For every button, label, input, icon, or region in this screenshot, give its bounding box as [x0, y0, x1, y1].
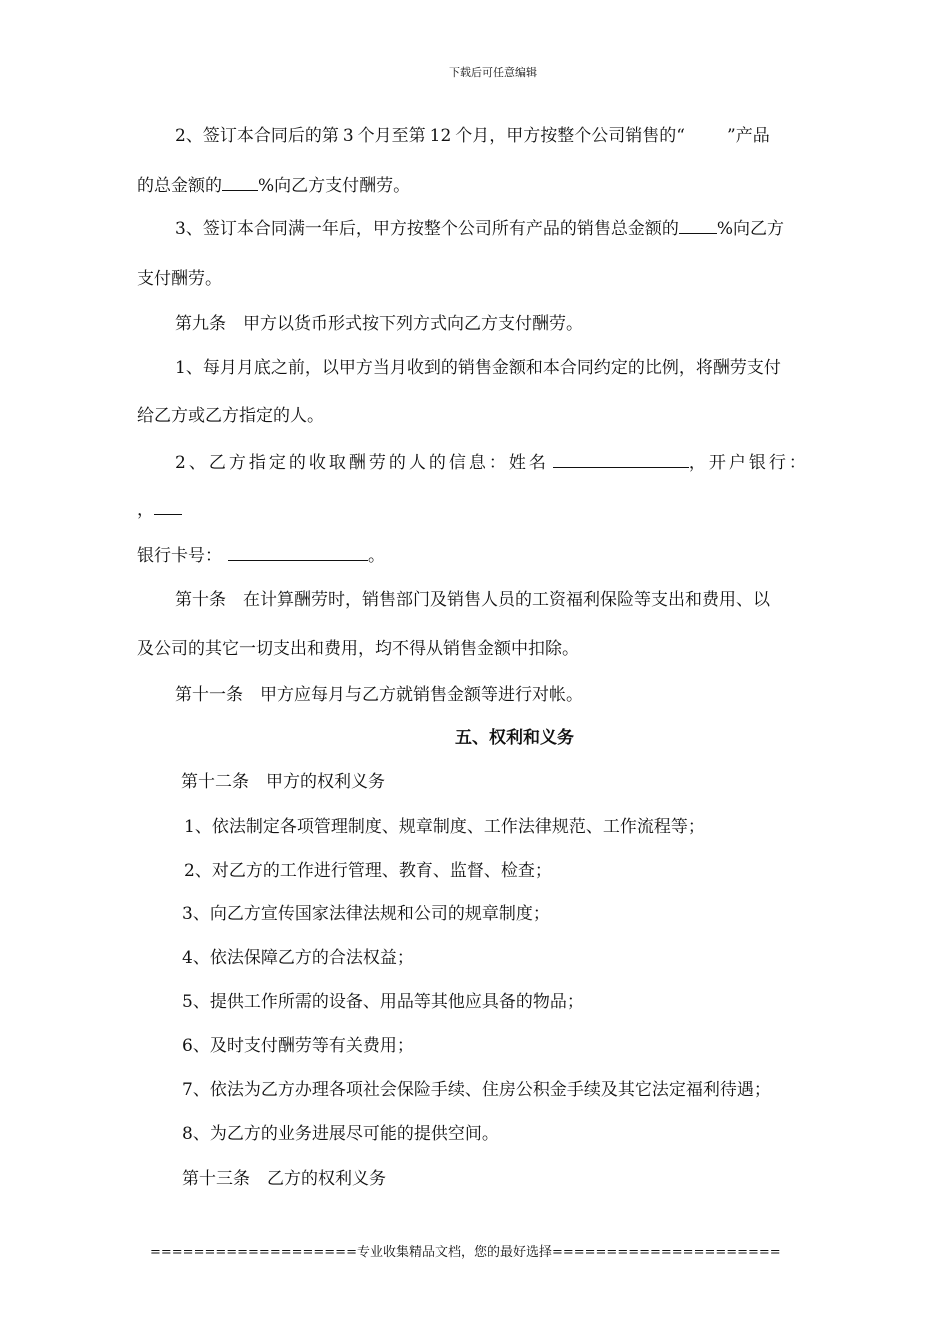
art10-line1: 第十条 在计算酬劳时，销售部门及销售人员的工资福利保险等支出和费用、以 — [175, 590, 770, 610]
art12-item-5: 5、提供工作所需的设备、用品等其他应具备的物品； — [182, 992, 584, 1012]
payee-name-blank — [553, 452, 689, 468]
art12-title: 第十二条 甲方的权利义务 — [181, 772, 385, 792]
percent-blank-1 — [222, 175, 258, 191]
art8-item2-text-d: ”产品 — [727, 126, 770, 146]
art12-item-4: 4、依法保障乙方的合法权益； — [182, 948, 414, 968]
art12-item-1: 1、依法制定各项管理制度、规章制度、工作法律规范、工作流程等； — [184, 817, 705, 837]
art9-item1-line2: 给乙方或乙方指定的人。 — [137, 406, 324, 426]
bank-name-blank — [154, 499, 182, 515]
section5-title: 五、权利和义务 — [455, 728, 574, 748]
art9-item2-text-a: 2、乙方指定的收取酬劳的人的信息：姓名 — [175, 453, 549, 473]
art12-item-6: 6、及时支付酬劳等有关费用； — [182, 1036, 414, 1056]
art8-item3-text-a: 3、签订本合同满一年后，甲方按整个公司所有产品的销售总金额的 — [175, 219, 679, 239]
art12-item-7: 7、依法为乙方办理各项社会保险手续、住房公积金手续及其它法定福利待遇； — [182, 1080, 771, 1100]
percent-blank-2 — [679, 218, 717, 234]
art10-line2: 及公司的其它一切支出和费用，均不得从销售金额中扣除。 — [137, 639, 579, 659]
art9-item2-line3 — [137, 545, 385, 567]
card-number-blank — [228, 545, 368, 561]
art8-item2-text-b: 个月至第 — [357, 126, 426, 146]
art9-item2-text-d: 。 — [368, 546, 385, 566]
art9-item2-text-b: ，开户银行： — [688, 453, 809, 473]
art8-item2-text-a: 2、签订本合同后的第 — [175, 126, 339, 146]
art12-item-8: 8、为乙方的业务进展尽可能的提供空间。 — [182, 1124, 499, 1144]
page-footer: ===================专业收集精品文档，您的最好选择===================== — [150, 1245, 781, 1260]
art9-item2-comma: ， — [137, 500, 154, 520]
art13-title: 第十三条 乙方的权利义务 — [182, 1169, 386, 1189]
art8-item2-month-end: 12 — [429, 126, 452, 146]
art8-item2-line2 — [137, 175, 410, 197]
page-header: 下载后可任意编辑 — [449, 66, 537, 79]
art8-item2-text-f: %向乙方支付酬劳。 — [258, 176, 411, 196]
art9-item2-line1 — [175, 452, 809, 474]
art8-item2-line1 — [175, 125, 770, 147]
art8-item2-month-start: 3 — [342, 126, 354, 146]
art8-item3-text-b: %向乙方 — [716, 219, 784, 239]
art12-item-2: 2、对乙方的工作进行管理、教育、监督、检查； — [184, 861, 552, 881]
art9-item2-line2 — [137, 499, 182, 521]
art9-item2-text-c: 银行卡号： — [137, 546, 222, 566]
art11-text: 第十一条 甲方应每月与乙方就销售金额等进行对帐。 — [175, 685, 583, 705]
art8-item2-text-c: 个月，甲方按整个公司销售的“ — [455, 126, 685, 146]
art9-item1-line1: 1、每月月底之前，以甲方当月收到的销售金额和本合同约定的比例，将酬劳支付 — [175, 358, 781, 378]
art12-item-3: 3、向乙方宣传国家法律法规和公司的规章制度； — [182, 904, 550, 924]
art8-item3-line1 — [175, 218, 784, 240]
art9-title: 第九条 甲方以货币形式按下列方式向乙方支付酬劳。 — [175, 314, 583, 334]
art8-item2-text-e: 的总金额的 — [137, 176, 222, 196]
art8-item3-line2: 支付酬劳。 — [137, 269, 222, 289]
